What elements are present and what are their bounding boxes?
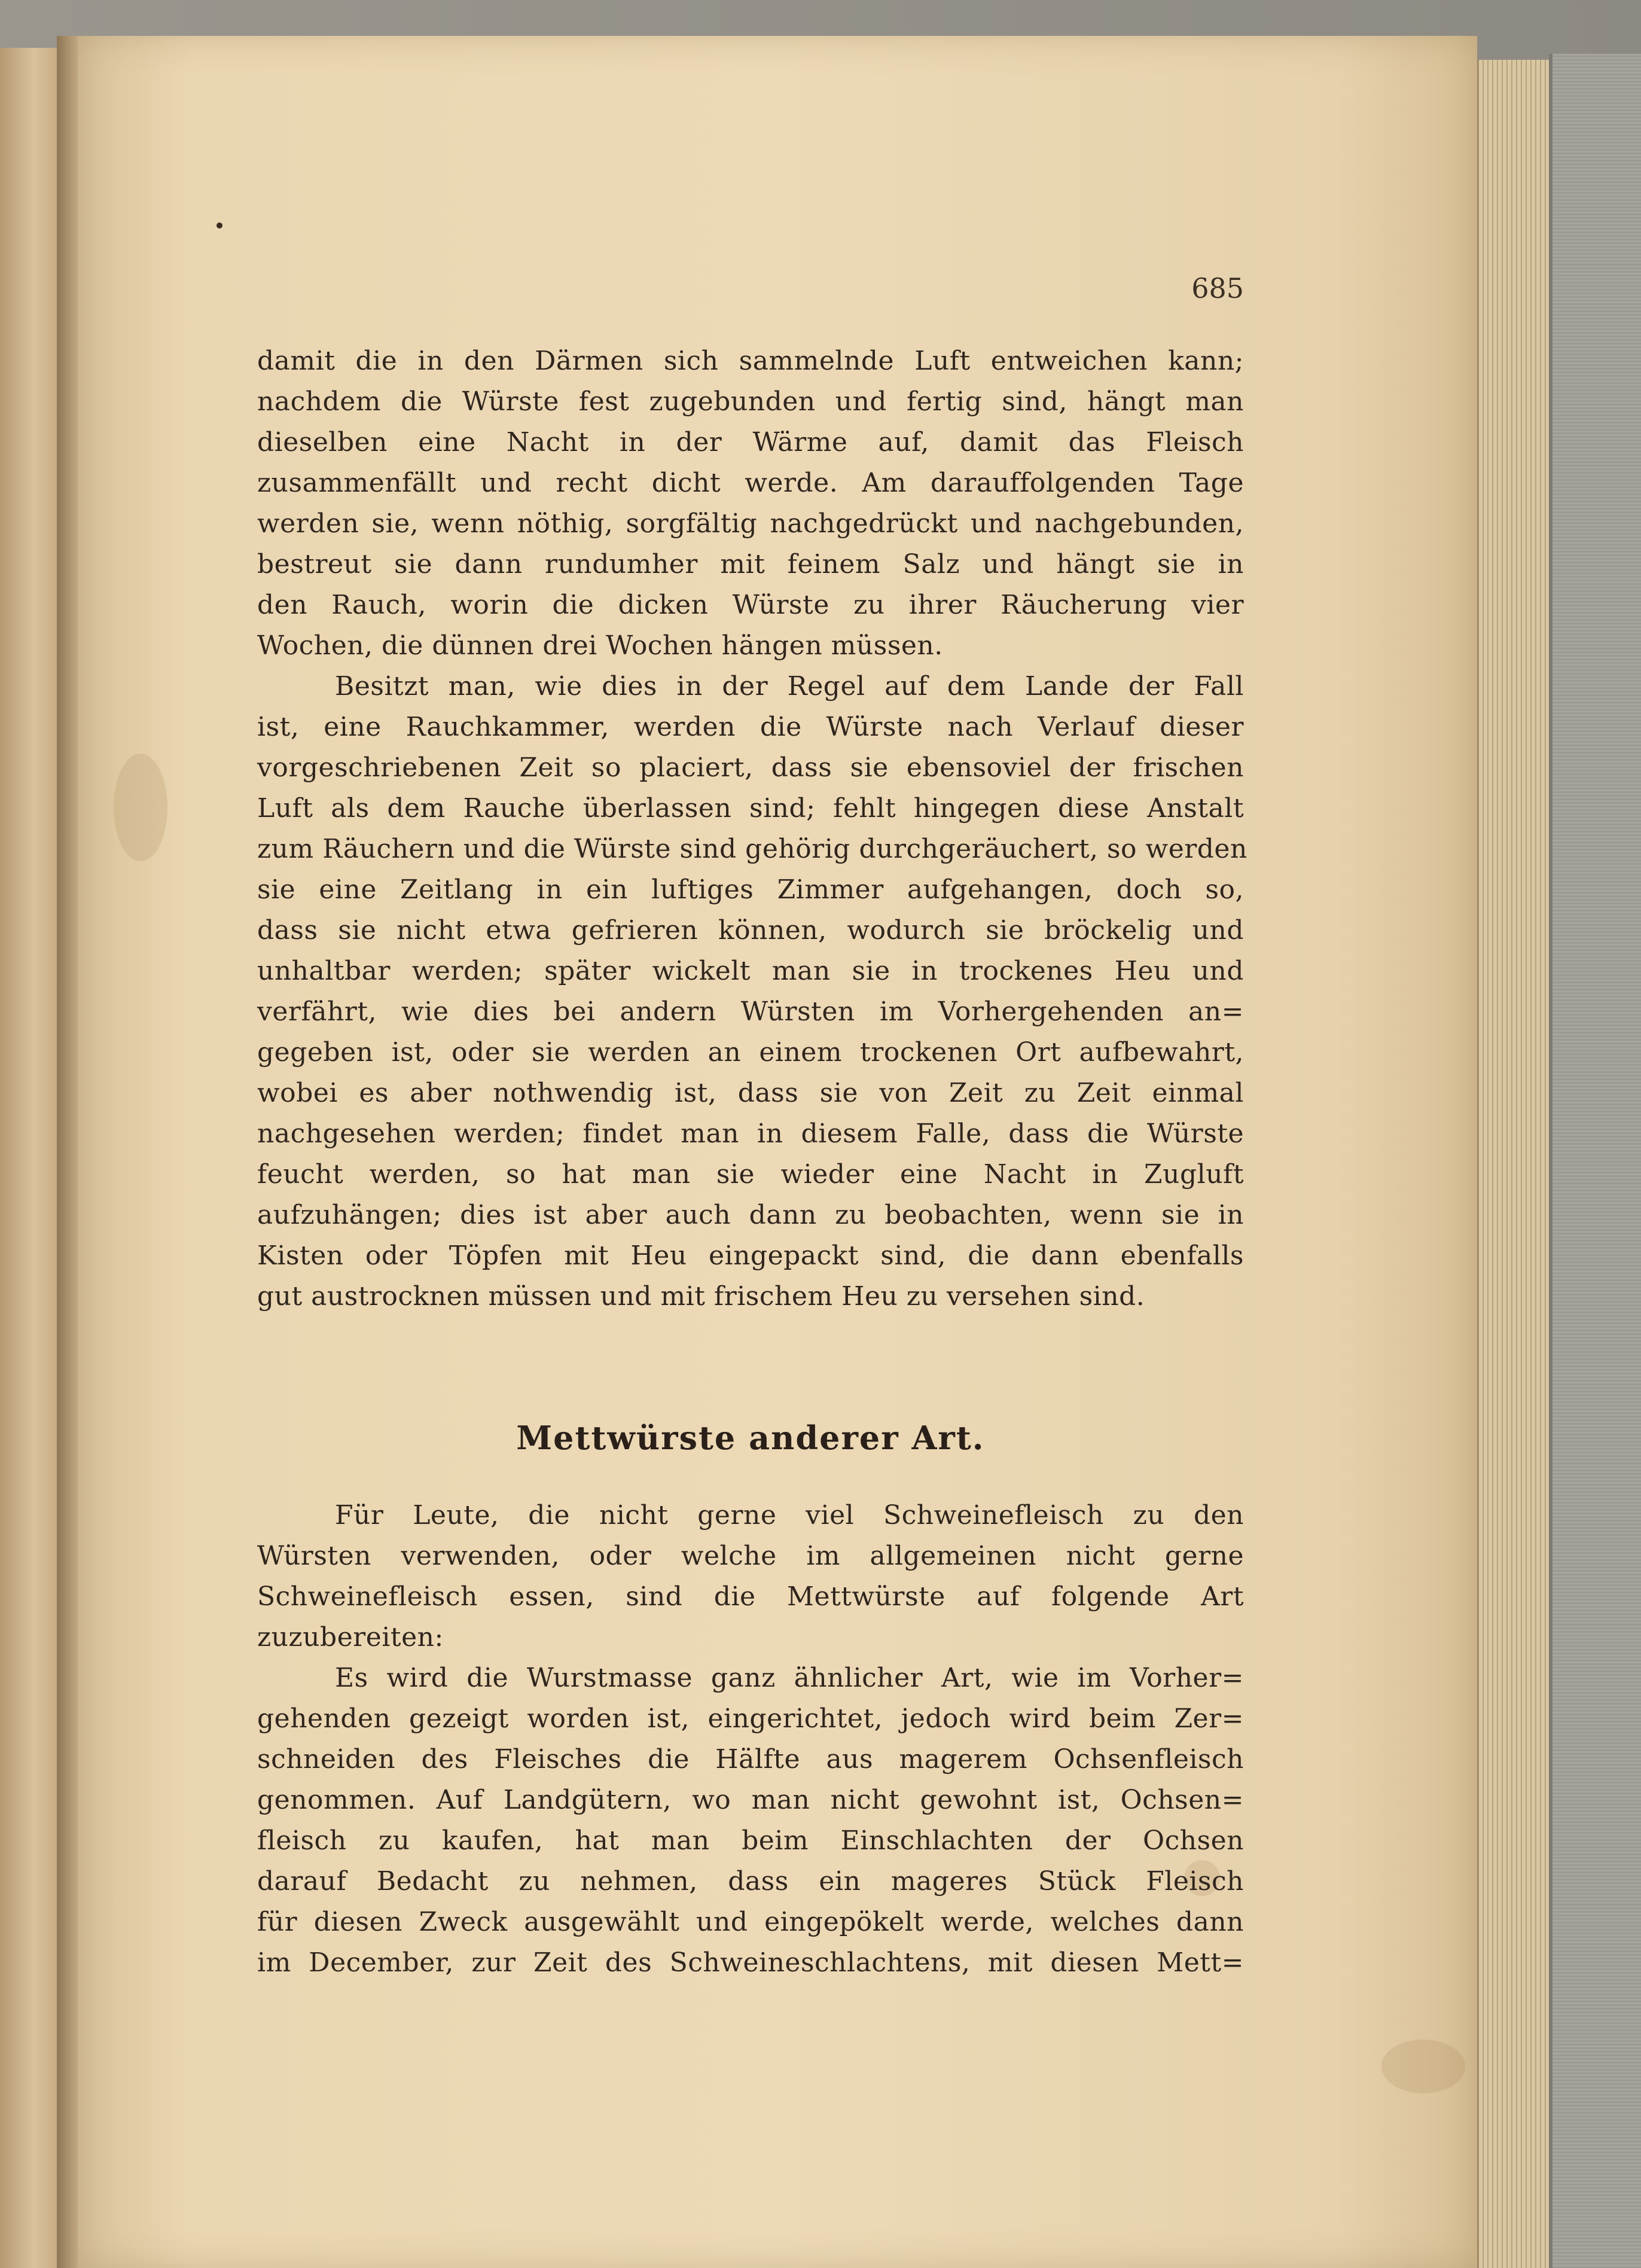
text-line: vorgeschriebenen Zeit so placiert, dass sie ebensoviel der frischen [257,752,1244,783]
text-line: zum Räuchern und die Würste sind gehörig durchgeräuchert, so werden [257,834,1247,864]
text-line: schneiden des Fleisches die Hälfte aus magerem Ochsenfleisch [257,1744,1244,1775]
text-line: Schweinefleisch essen, sind die Mettwürste auf folgende Art [257,1581,1244,1612]
text-line: sie eine Zeitlang in ein luftiges Zimmer aufgehangen, doch so, [257,874,1244,905]
text-line: fleisch zu kaufen, hat man beim Einschlachten der Ochsen [257,1825,1244,1856]
text-line: gut austrocknen müssen und mit frischem Heu zu versehen sind. [257,1281,1145,1312]
text-line: darauf Bedacht zu nehmen, dass ein mageres Stück Fleisch [257,1866,1244,1897]
page-block-edges [1477,60,1551,2268]
text-line: Für Leute, die nicht gerne viel Schweinefleisch zu den [335,1500,1244,1531]
paragraph-4 [257,1658,1244,1983]
paper-stain [114,754,167,861]
text-line: zuzubereiten: [257,1622,444,1653]
section-heading: Mettwürste anderer Art. [516,1419,985,1457]
paragraph-2 [257,666,1247,1317]
text-line: zusammenfällt und recht dicht werde. Am darauffolgenden Tage [257,468,1244,498]
text-line: nachdem die Würste fest zugebunden und fertig sind, hängt man [257,386,1244,417]
text-line: im December, zur Zeit des Schweineschlachtens, mit diesen Mett= [257,1947,1244,1978]
text-line: nachgesehen werden; findet man in diesem Falle, dass die Würste [257,1118,1244,1149]
text-line: für diesen Zweck ausgewählt und eingepökelt werde, welches dann [257,1907,1244,1937]
page-number: 685 [1191,272,1244,304]
text-line: bestreut sie dann rundumher mit feinem Salz und hängt sie in [257,549,1244,580]
text-line: gegeben ist, oder sie werden an einem trockenen Ort aufbewahrt, [257,1037,1244,1068]
text-line: werden sie, wenn nöthig, sorgfältig nachgedrückt und nachgebunden, [257,508,1244,539]
text-line: dieselben eine Nacht in der Wärme auf, damit das Fleisch [257,427,1244,458]
paper-stain [1381,2040,1465,2093]
text-line: gehenden gezeigt worden ist, eingerichtet, jedoch wird beim Zer= [257,1703,1244,1734]
text-line: den Rauch, worin die dicken Würste zu ihrer Räucherung vier [257,590,1244,620]
paragraph-3 [257,1495,1244,1658]
text-line: Würsten verwenden, oder welche im allgemeinen nicht gerne [257,1541,1244,1571]
text-line: damit die in den Därmen sich sammelnde Luft entweichen kann; [257,346,1244,376]
text-line: unhaltbar werden; später wickelt man sie in trockenes Heu und [257,956,1244,986]
facing-page-edge [0,48,59,2268]
book-cover [1549,54,1641,2268]
ink-speck [216,222,222,228]
text-line: feucht werden, so hat man sie wieder eine Nacht in Zugluft [257,1159,1244,1190]
text-line: wobei es aber nothwendig ist, dass sie von Zeit zu Zeit einmal [257,1078,1244,1108]
text-line: genommen. Auf Landgütern, wo man nicht gewohnt ist, Ochsen= [257,1785,1244,1815]
text-line: ist, eine Rauchkammer, werden die Würste nach Verlauf dieser [257,712,1244,742]
book-gutter [57,36,81,2268]
text-line: dass sie nicht etwa gefrieren können, wodurch sie bröckelig und [257,915,1244,946]
paragraph-1 [257,341,1244,666]
text-line: Besitzt man, wie dies in der Regel auf dem Lande der Fall [335,671,1244,702]
text-line: Es wird die Wurstmasse ganz ähnlicher Art, wie im Vorher= [335,1663,1244,1693]
text-line: Wochen, die dünnen drei Wochen hängen müssen. [257,630,943,661]
text-line: aufzuhängen; dies ist aber auch dann zu beobachten, wenn sie in [257,1200,1244,1230]
text-line: Luft als dem Rauche überlassen sind; fehlt hingegen diese Anstalt [257,793,1244,824]
text-line: Kisten oder Töpfen mit Heu eingepackt sind, die dann ebenfalls [257,1240,1244,1271]
text-line: verfährt, wie dies bei andern Würsten im Vorhergehenden an= [257,996,1244,1027]
